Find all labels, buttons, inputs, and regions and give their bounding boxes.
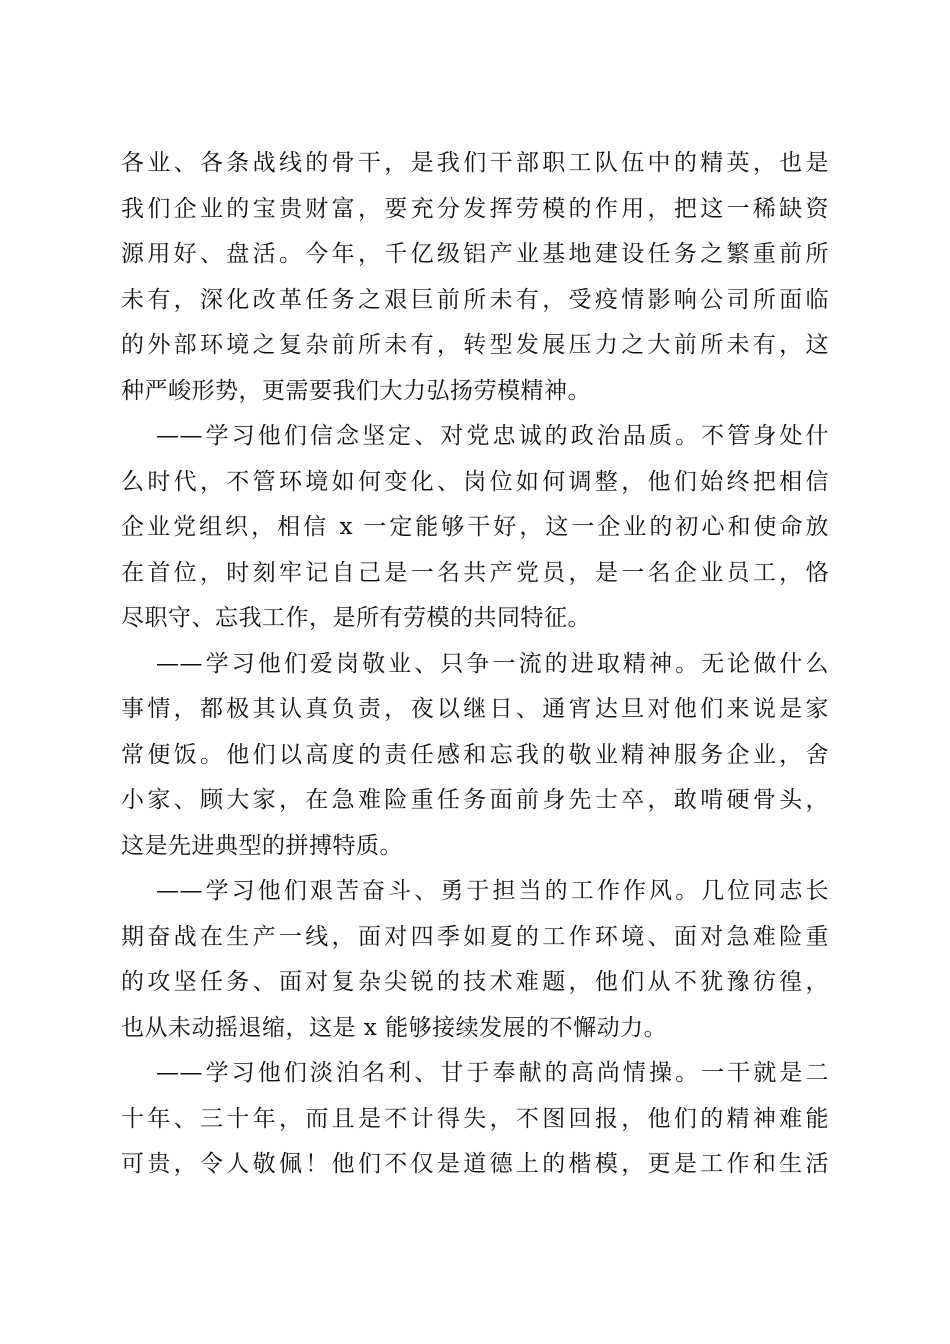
text-line: 十年、三十年，而且是不计得失，不图回报，他们的精神难能 — [121, 1105, 829, 1132]
paragraph-first-line: ——学习他们爱岗敬业、只争一流的进取精神。无论做什么 — [156, 650, 829, 677]
text-line: 未有，深化改革任务之艰巨前所未有，受疫情影响公司所面临 — [121, 286, 829, 313]
paragraph-first-line: ——学习他们淡泊名利、甘于奉献的高尚情操。一干就是二 — [156, 1060, 829, 1086]
paragraph-first-line: ——学习他们艰苦奋斗、勇于担当的工作作风。几位同志长 — [156, 878, 829, 904]
text-line: 种严峻形势，更需要我们大力弘扬劳模精神。 — [121, 377, 591, 404]
text-line: 也从未动摇退缩，这是 x 能够接续发展的不懈动力。 — [121, 1014, 668, 1041]
text-line: 我们企业的宝贵财富，要充分发挥劳模的作用，把这一稀缺资 — [121, 195, 829, 222]
body-text — [121, 141, 829, 1188]
text-line: 的攻坚任务、面对复杂尖锐的技术难题，他们从不犹豫彷徨， — [121, 969, 829, 995]
text-line: 的外部环境之复杂前所未有，转型发展压力之大前所未有，这 — [121, 332, 829, 358]
text-line: 么时代，不管环境如何变化、岗位如何调整，他们始终把相信 — [121, 468, 829, 495]
paragraph-first-line: ——学习他们信念坚定、对党忠诚的政治品质。不管身处什 — [156, 423, 829, 449]
text-line: 在首位，时刻牢记自己是一名共产党员，是一名企业员工，恪 — [121, 559, 829, 586]
text-line: 源用好、盘活。今年，千亿级铝产业基地建设任务之繁重前所 — [121, 241, 829, 267]
text-line: 这是先进典型的拼搏特质。 — [121, 832, 403, 859]
text-line: 常便饭。他们以高度的责任感和忘我的敬业精神服务企业，舍 — [121, 741, 829, 768]
text-line: 事情，都极其认真负责，夜以继日、通宵达旦对他们来说是家 — [121, 696, 829, 722]
text-line: 可贵，令人敬佩！他们不仅是道德上的楷模，更是工作和生活 — [121, 1151, 829, 1177]
text-line: 企业党组织，相信 x 一定能够干好，这一企业的初心和使命放 — [121, 514, 829, 540]
text-line: 期奋战在生产一线，面对四季如夏的工作环境、面对急难险重 — [121, 923, 829, 950]
text-line: 各业、各条战线的骨干，是我们干部职工队伍中的精英，也是 — [121, 150, 829, 176]
text-line: 尽职守、忘我工作，是所有劳模的共同特征。 — [121, 605, 591, 631]
text-line: 小家、顾大家，在急难险重任务面前身先士卒，敢啃硬骨头， — [121, 787, 829, 813]
